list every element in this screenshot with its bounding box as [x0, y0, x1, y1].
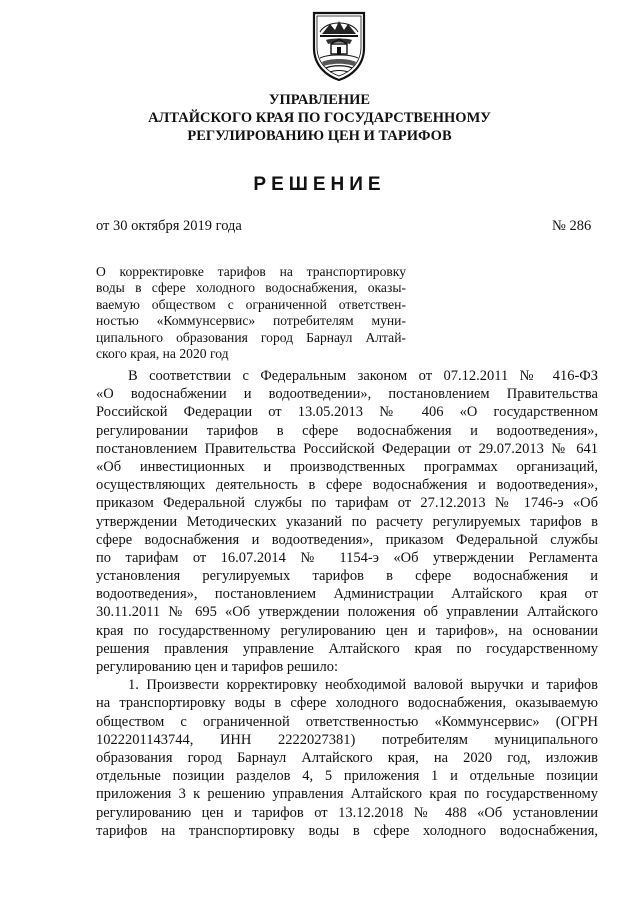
body-line: «О водоснабжении и водоотведении», постановлением Правительства: [96, 386, 598, 403]
body-line: отдельные позиции разделов 4, 5 приложения 1 и отдельные позиции: [96, 768, 598, 785]
document-type-title: РЕШЕНИЕ: [253, 174, 386, 195]
body-line: утверждении Методических указаний по расчету регулируемых тарифов в: [96, 513, 598, 530]
org-line-2: АЛТАЙСКОГО КРАЯ ПО ГОСУДАРСТВЕННОМУ: [148, 110, 491, 126]
body-line: В соответствии с Федеральным законом от 07.12.2011 № 416-ФЗ: [128, 368, 598, 384]
body-line: осуществляющих деятельность в сфере водоснабжения и водоотведения»,: [96, 477, 598, 494]
subject-line: ностью «Коммунсервис» потребителям муни-: [96, 313, 406, 329]
body-line: 1022201143744, ИНН 2222027381) потребителям муниципального: [96, 731, 598, 748]
body-line: края по государственному регулированию цен и тарифов», на основании: [96, 622, 598, 639]
body-line: 1. Произвести корректировку необходимой валовой выручки и тарифов: [128, 677, 598, 694]
body-line: регулированию цен и тарифов от 13.12.2018 № 488 «Об установлении: [96, 804, 598, 821]
body-line: «Об инвестиционных и производственных программах организаций,: [96, 458, 598, 475]
document-body: [96, 367, 598, 840]
body-line: регулированию цен и тарифов решило:: [96, 659, 338, 675]
body-line: водоотведения», постановлением Администрации Алтайского края от: [96, 586, 598, 603]
body-line: установления регулируемых тарифов в сфере водоснабжения и: [96, 568, 598, 585]
org-line-1: УПРАВЛЕНИЕ: [268, 92, 371, 108]
body-line: 30.11.2011 № 695 «Об утверждении положения об управлении Алтайского: [96, 604, 598, 621]
document-date: от 30 октября 2019 года: [96, 218, 242, 234]
body-line: приложения 3 к решению управления Алтайского края по государственному: [96, 786, 598, 803]
document-subject: [96, 264, 406, 362]
body-line: на транспортировку воды в сфере холодного водоснабжения, оказываемую: [96, 695, 598, 712]
coat-of-arms-icon: [308, 10, 370, 82]
body-line: сфере водоснабжения и водоотведения», приказом Федеральной службы: [96, 531, 598, 548]
subject-line: ципального образования город Барнаул Алтай-: [96, 329, 406, 345]
subject-line: воды в сфере холодного водоснабжения, оказы-: [96, 280, 406, 296]
document-number: № 286: [552, 218, 592, 234]
subject-line: О корректировке тарифов на транспортировку: [96, 264, 406, 279]
body-line: Российской Федерации от 13.05.2013 № 406 «О государственном: [96, 404, 598, 421]
body-line: образования город Барнаул Алтайского края, на 2020 год, изложив: [96, 749, 598, 766]
subject-line: ского края, на 2020 год: [96, 346, 229, 362]
body-line: обществом с ограниченной ответственностью «Коммунсервис» (ОГРН: [96, 713, 598, 730]
subject-line: ваемую обществом с ограниченной ответствен-: [96, 296, 406, 312]
body-line: тарифов на транспортировку воды в сфере холодного водоснабжения,: [96, 822, 598, 839]
org-line-3: РЕГУЛИРОВАНИЮ ЦЕН И ТАРИФОВ: [187, 128, 452, 144]
body-line: приказом Федеральной службы по тарифам от 27.12.2013 № 1746-э «Об: [96, 495, 598, 512]
body-line: регулировании тарифов в сфере водоснабжения и водоотведения»,: [96, 422, 598, 439]
body-line: решения правления управление Алтайского края по государственному: [96, 640, 598, 657]
body-line: постановлением Правительства Российской Федерации от 29.07.2013 № 641: [96, 440, 598, 457]
body-line: по тарифам от 16.07.2014 № 1154-э «Об утверждении Регламента: [96, 549, 598, 566]
issuing-authority: [0, 91, 639, 145]
